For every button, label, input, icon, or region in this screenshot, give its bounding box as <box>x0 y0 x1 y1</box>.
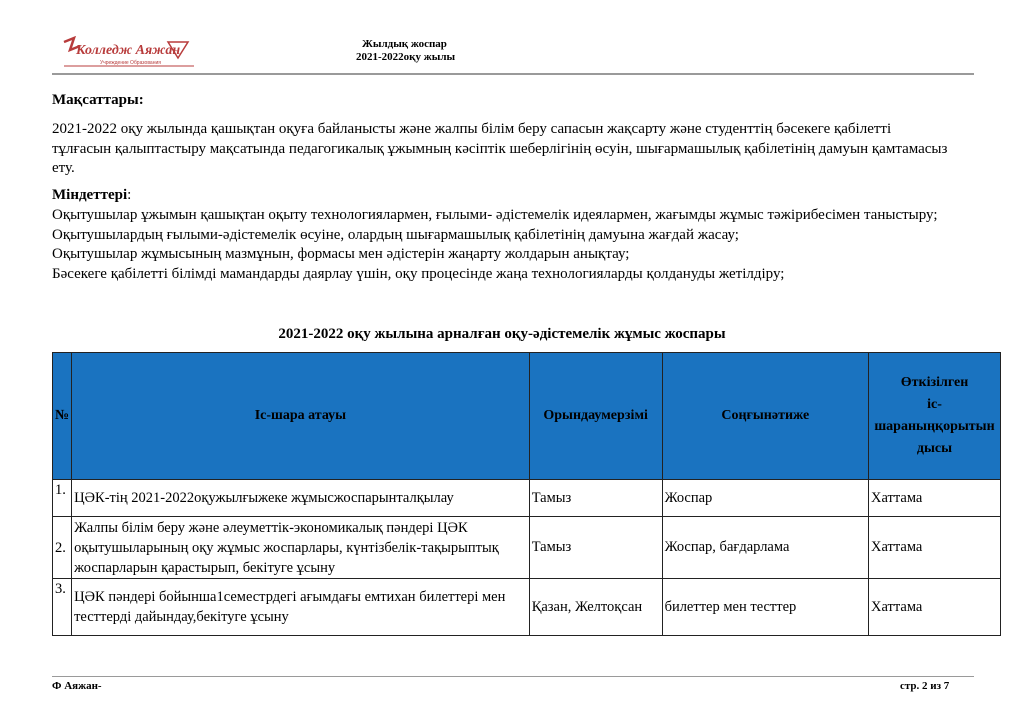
table-row <box>53 480 1001 517</box>
row-num: 3. <box>53 579 72 636</box>
row-form: Хаттама <box>869 579 1001 636</box>
header-title <box>52 38 974 64</box>
row-form: Хаттама <box>869 480 1001 517</box>
tasks-heading-label: Міндеттері <box>52 187 128 203</box>
col-header-name: Іс-шара атауы <box>72 353 530 480</box>
task-item: Оқытушылар жұмысының мазмұнын, формасы мен әдістерін жаңарту жолдарын анықтау; <box>52 246 630 262</box>
tasks-list <box>52 206 952 284</box>
header-rule <box>52 73 974 75</box>
footer-rule <box>52 676 974 677</box>
col-header-deadline: Орындаумерзімі <box>529 353 662 480</box>
tasks-heading-colon: : <box>127 187 132 203</box>
plan-table <box>52 352 1001 636</box>
row-num: 1. <box>53 480 72 517</box>
row-deadline: Тамыз <box>529 517 662 579</box>
task-item: Бәсекеге қабілетті білімді мамандарды даярлау үшін, оқу процесінде жаңа технологияларды қолдануды жетілдіру; <box>52 265 785 282</box>
header-title-line2: 2021-2022оқу жылы <box>356 51 456 63</box>
table-header-row <box>53 353 1001 480</box>
task-item: Оқытушылардың ғылыми-әдістемелік өсуіне, олардың шығармашылық қабілетінің дамуына жағдай жасау; <box>52 226 739 243</box>
tasks-heading <box>52 187 131 204</box>
plan-title: 2021-2022 оқу жылына арналған оқу-әдістемелік жұмыс жоспары <box>278 326 726 342</box>
col-header-form-line3: дысы <box>916 441 953 456</box>
col-header-num: № <box>53 353 72 480</box>
row-form: Хаттама <box>869 517 1001 579</box>
page-header <box>52 32 974 74</box>
header-title-line1: Жылдық жоспар <box>362 38 447 50</box>
col-header-form-line1: Өткізілген <box>900 375 969 390</box>
row-name: ЦӘК-тің 2021-2022оқужылғыжеке жұмысжоспарынталқылау <box>72 480 530 517</box>
task-item: Оқытушылар ұжымын қашықтан оқыту технологиялармен, ғылыми- әдістемелік идеялармен, жағымды жұмыс тәжірибесімен таныстыру; <box>52 207 938 223</box>
row-result: Жоспар <box>662 480 868 517</box>
aims-text: 2021-2022 оқу жылында қашықтан оқуға байланысты және жалпы білім беру сапасын жақсарту және студенттің бәсекеге қабілетті тұлғасын қалыптастыру мақсатында педагогикалық ұжымның кәсіптік шеберлігінің өсуін, шығармашылық қабілетінің дамуын қамтамасыз ету. <box>52 121 948 176</box>
row-name: ЦӘК пәндері бойынша1семестрдегі ағымдағы емтихан билеттері мен тесттерді дайындау,бекітуге ұсыну <box>72 579 530 636</box>
row-num: 2. <box>53 517 72 579</box>
row-result: билеттер мен тесттер <box>662 579 868 636</box>
page-number: стр. 2 из 7 <box>900 680 950 692</box>
col-header-result: Соңғынәтиже <box>662 353 868 480</box>
col-header-form-line2: іс-шараныңқорытын <box>874 397 995 434</box>
table-row <box>53 517 1001 579</box>
row-deadline: Қазан, Желтоқсан <box>529 579 662 636</box>
table-row <box>53 579 1001 636</box>
row-result: Жоспар, бағдарлама <box>662 517 868 579</box>
svg-text:Учреждение Образования: Учреждение Образования <box>100 60 161 66</box>
row-name: Жалпы білім беру және әлеуметтік-экономикалық пәндері ЦӘК оқытушыларының оқу жұмыс жоспарлары, күнтізбелік-тақырыптық жоспарларын қарастырып, бекітуге ұсыну <box>72 517 530 579</box>
aims-heading: Мақсаттары: <box>52 92 144 108</box>
footer-code: Ф Аяжан- <box>52 680 102 692</box>
col-header-form <box>869 353 1001 480</box>
svg-text:Колледж Аяжан: Колледж Аяжан <box>76 43 181 58</box>
row-deadline: Тамыз <box>529 480 662 517</box>
